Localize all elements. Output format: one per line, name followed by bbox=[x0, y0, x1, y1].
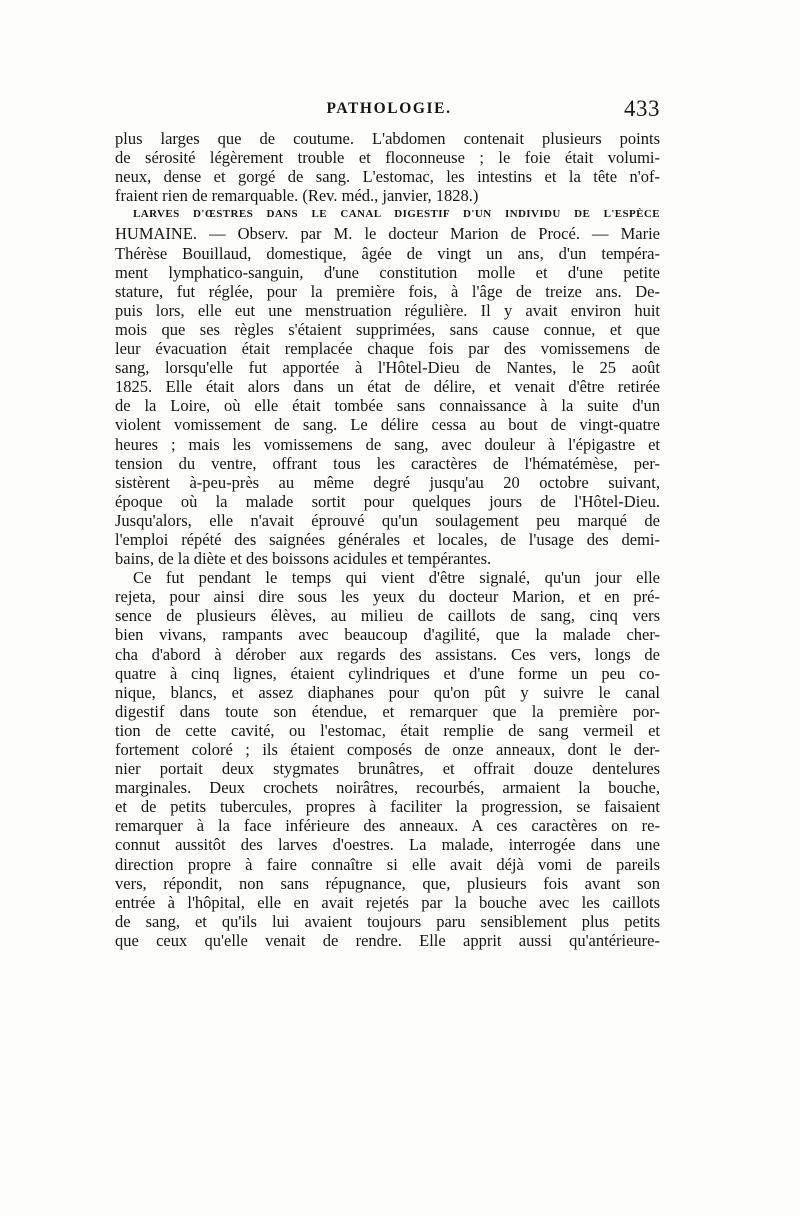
text-line: quatre à cinq lignes, étaient cylindriques et d'une forme un peu co- bbox=[115, 663, 660, 683]
text-line: bien vivans, rampants avec beaucoup d'agilité, que la malade cher- bbox=[115, 625, 660, 645]
text-line: plus larges que de coutume. L'abdomen contenait plusieurs points bbox=[115, 129, 660, 148]
page-header bbox=[118, 96, 660, 126]
text-line: violent vomissement de sang. Le délire cessa au bout de vingt-quatre bbox=[115, 415, 660, 435]
text-line: marginales. Deux crochets noirâtres, recourbés, armaient la bouche, bbox=[115, 778, 660, 798]
text-line: de la Loire, où elle était tombée sans connaissance à la suite d'un bbox=[115, 396, 660, 416]
text-line: puis lors, elle eut une menstruation régulière. Il y avait environ huit bbox=[115, 300, 660, 320]
text-line: rejeta, pour ainsi dire sous les yeux du docteur Marion, et en pré- bbox=[115, 587, 660, 607]
text-line: tion de cette cavité, ou l'estomac, était remplie de sang vermeil et bbox=[115, 720, 660, 740]
text-line: leur évacuation était remplacée chaque fois par des vomissemens de bbox=[115, 339, 660, 359]
text-line: nique, blancs, et assez diaphanes pour qu'on pût y suivre le canal bbox=[115, 682, 660, 702]
text-line: fortement coloré ; ils étaient composés de onze anneaux, dont le der- bbox=[115, 740, 660, 759]
text-line: 1825. Elle était alors dans un état de délire, et venait d'être retirée bbox=[115, 377, 660, 397]
text-line: que ceux qu'elle venait de rendre. Elle apprit aussi qu'antérieure- bbox=[115, 930, 660, 950]
text-line: et de petits tubercules, propres à faciliter la progression, se faisaient bbox=[115, 797, 660, 817]
text-line: vers, répondit, non sans répugnance, que, plusieurs fois avant son bbox=[115, 873, 660, 893]
text-line: direction propre à faire connaître si elle avait déjà vomi de pareils bbox=[115, 854, 660, 874]
text-line: Ce fut pendant le temps qui vient d'être signalé, qu'un jour elle bbox=[133, 568, 660, 588]
section-heading: LARVES D'ŒSTRES DANS LE CANAL DIGESTIF D'UN INDIVIDU DE L'ESPÈCE bbox=[133, 208, 660, 221]
text-line: Jusqu'alors, elle n'avait éprouvé qu'un soulagement peu marqué de bbox=[115, 510, 660, 530]
text-line: HUMAINE. — Observ. par M. le docteur Marion de Procé. — Marie bbox=[115, 224, 660, 244]
text-line: sistèrent à-peu-près au même degré jusqu'au 20 octobre suivant, bbox=[115, 472, 660, 492]
text-line: remarquer à la face inférieure des anneaux. A ces caractères on re- bbox=[115, 816, 660, 836]
running-title: PATHOLOGIE. bbox=[326, 100, 452, 117]
text-line: ment lymphatico-sanguin, d'une constitution molle et d'une petite bbox=[115, 262, 660, 282]
text-line: bains, de la diète et des boissons acidules et tempérantes. bbox=[115, 549, 492, 569]
text-line: stature, fut réglée, pour la première fois, à l'âge de treize ans. De- bbox=[115, 281, 660, 301]
text-line: Thérèse Bouillaud, domestique, âgée de vingt un ans, d'un tempéra- bbox=[115, 243, 660, 263]
text-line: l'emploi répété des saignées générales et locales, de l'usage des demi- bbox=[115, 529, 660, 549]
text-line: tension du ventre, offrant tous les caractères de l'hématémèse, per- bbox=[115, 453, 660, 473]
body-text bbox=[115, 129, 660, 950]
text-line: de sérosité légèrement trouble et floconneuse ; le foie était volumi- bbox=[115, 148, 660, 168]
page-number: 433 bbox=[624, 96, 660, 121]
text-line: fraient rien de remarquable. (Rev. méd., janvier, 1828.) bbox=[115, 186, 479, 206]
text-line: de sang, et qu'ils lui avaient toujours paru sensiblement plus petits bbox=[115, 911, 660, 931]
text-line: nier portait deux stygmates brunâtres, et offrait douze dentelures bbox=[115, 759, 660, 779]
text-line: cha d'abord à dérober aux regards des assistans. Ces vers, longs de bbox=[115, 644, 660, 664]
text-line: heures ; mais les vomissemens de sang, avec douleur à l'épigastre et bbox=[115, 434, 660, 454]
text-line: entrée à l'hôpital, elle en avait rejetés par la bouche avec les caillots bbox=[115, 892, 660, 912]
text-line: digestif dans toute son étendue, et remarquer que la première por- bbox=[115, 701, 660, 721]
text-line: connut aussitôt des larves d'oestres. La malade, interrogée dans une bbox=[115, 835, 660, 855]
text-line: époque où la malade sortit pour quelques jours de l'Hôtel-Dieu. bbox=[115, 491, 660, 511]
text-line: neux, dense et gorgé de sang. L'estomac, les intestins et la tête n'of- bbox=[115, 167, 660, 187]
text-line: sang, lorsqu'elle fut apportée à l'Hôtel-Dieu de Nantes, le 25 août bbox=[115, 358, 660, 378]
text-line: mois que ses règles s'étaient supprimées, sans cause connue, et que bbox=[115, 319, 660, 339]
text-line: sence de plusieurs élèves, au milieu de caillots de sang, cinq vers bbox=[115, 606, 660, 626]
